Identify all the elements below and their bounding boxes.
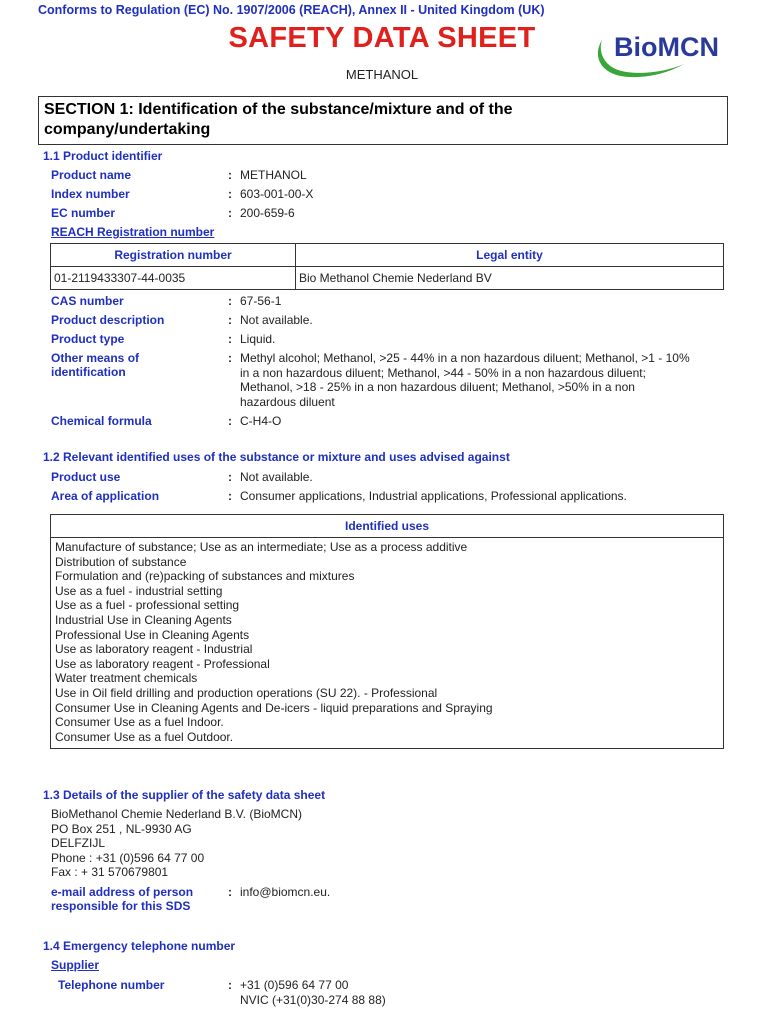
legal-entity-cell: Bio Methanol Chemie Nederland BV	[296, 267, 724, 290]
section-1-heading-line1: SECTION 1: Identification of the substance/mixture and of the	[44, 101, 513, 118]
product-name-value: METHANOL	[240, 168, 307, 182]
colon: :	[228, 489, 232, 503]
telephone-number-value	[240, 978, 386, 1007]
colon: :	[228, 313, 232, 327]
identified-uses-header: Identified uses	[51, 515, 723, 538]
product-description-label: Product description	[51, 313, 165, 327]
email-label-line2: responsible for this SDS	[51, 899, 191, 913]
list-item: Professional Use in Cleaning Agents	[55, 627, 250, 642]
address-line: Phone : +31 (0)596 64 77 00	[51, 850, 205, 865]
reach-registration-table	[50, 243, 724, 290]
other-means-line: in a non hazardous diluent; Methanol, >44 - 50% in a non hazardous diluent;	[240, 365, 646, 380]
subsection-1-2-heading: 1.2 Relevant identified uses of the substance or mixture and uses advised against	[43, 450, 510, 464]
list-item: Use as laboratory reagent - Industrial	[55, 642, 253, 657]
supplier-link[interactable]: Supplier	[51, 958, 100, 972]
list-item: Consumer Use in Cleaning Agents and De-icers - liquid preparations and Spraying	[55, 700, 493, 715]
colon: :	[228, 294, 232, 308]
product-name-label: Product name	[51, 168, 132, 182]
list-item: Manufacture of substance; Use as an intermediate; Use as a process additive	[55, 540, 468, 554]
ec-number-label: EC number	[51, 206, 116, 220]
reach-registration-link[interactable]: REACH Registration number	[51, 225, 215, 239]
other-means-line: hazardous diluent	[240, 394, 335, 409]
telephone-line: +31 (0)596 64 77 00	[240, 978, 349, 992]
legal-entity-header: Legal entity	[296, 244, 724, 267]
colon: :	[228, 168, 232, 182]
product-description-value: Not available.	[240, 313, 313, 327]
address-line: PO Box 251 , NL-9930 AG	[51, 821, 192, 836]
colon: :	[228, 978, 232, 992]
product-use-label: Product use	[51, 470, 121, 484]
list-item: Water treatment chemicals	[55, 671, 198, 686]
list-item: Use as a fuel - professional setting	[55, 598, 240, 613]
address-line: BioMethanol Chemie Nederland B.V. (BioMCN)	[51, 807, 303, 821]
other-means-label-line2: identification	[51, 365, 126, 379]
telephone-line: NVIC (+31(0)30-274 88 88)	[240, 992, 386, 1007]
section-1-heading	[38, 96, 728, 145]
colon: :	[228, 414, 232, 428]
colon: :	[228, 470, 232, 484]
list-item: Use as laboratory reagent - Professional	[55, 656, 270, 671]
product-type-value: Liquid.	[240, 332, 276, 346]
document-title: SAFETY DATA SHEET	[228, 22, 536, 54]
logo-text: BioMCN	[614, 32, 719, 62]
registration-number-header: Registration number	[51, 244, 296, 267]
cas-number-value: 67-56-1	[240, 294, 282, 308]
list-item: Consumer Use as a fuel Outdoor.	[55, 729, 234, 744]
list-item: Use in Oil field drilling and production operations (SU 22). - Professional	[55, 685, 438, 700]
list-item: Distribution of substance	[55, 554, 187, 569]
colon: :	[228, 885, 232, 899]
biomcn-logo	[590, 22, 738, 84]
other-means-label-line1: Other means of	[51, 351, 140, 365]
address-line: DELFZIJL	[51, 836, 106, 850]
product-use-value: Not available.	[240, 470, 313, 484]
other-means-line: Methyl alcohol; Methanol, >25 - 44% in a non hazardous diluent; Methanol, >1 - 10%	[240, 351, 690, 365]
list-item: Consumer Use as a fuel Indoor.	[55, 715, 224, 730]
colon: :	[228, 187, 232, 201]
list-item: Industrial Use in Cleaning Agents	[55, 612, 232, 627]
other-means-label	[51, 351, 139, 379]
list-item: Formulation and (re)packing of substances and mixtures	[55, 569, 355, 584]
email-label-line1: e-mail address of person	[51, 885, 194, 899]
list-item: Use as a fuel - industrial setting	[55, 583, 223, 598]
area-of-application-label: Area of application	[51, 489, 160, 503]
other-means-line: Methanol, >18 - 25% in a non hazardous diluent; Methanol, >50% in a non	[240, 380, 635, 394]
colon: :	[228, 351, 232, 365]
area-of-application-value: Consumer applications, Industrial applications, Professional applications.	[240, 489, 627, 503]
email-label	[51, 885, 193, 913]
subsection-1-4-heading: 1.4 Emergency telephone number	[43, 939, 236, 953]
telephone-number-label: Telephone number	[58, 978, 165, 992]
supplier-address	[51, 807, 302, 880]
other-means-value	[240, 351, 730, 409]
chemical-formula-label: Chemical formula	[51, 414, 152, 428]
colon: :	[228, 332, 232, 346]
colon: :	[228, 206, 232, 220]
section-1-heading-line2: company/undertaking	[44, 121, 211, 138]
cas-number-label: CAS number	[51, 294, 124, 308]
subsection-1-3-heading: 1.3 Details of the supplier of the safety data sheet	[43, 788, 326, 802]
subsection-1-1-heading: 1.1 Product identifier	[43, 149, 163, 163]
index-number-value: 603-001-00-X	[240, 187, 314, 201]
regulation-note: Conforms to Regulation (EC) No. 1907/2006 (REACH), Annex II - United Kingdom (UK)	[38, 3, 545, 17]
email-value[interactable]: info@biomcn.eu.	[240, 885, 331, 899]
address-line: Fax : + 31 570679801	[51, 865, 169, 879]
identified-uses-list	[51, 538, 723, 746]
chemical-formula-value: C-H4-O	[240, 414, 282, 428]
document-subtitle: METHANOL	[345, 67, 419, 82]
registration-number-cell: 01-2119433307-44-0035	[51, 267, 296, 290]
identified-uses-table	[50, 514, 724, 749]
index-number-label: Index number	[51, 187, 130, 201]
product-type-label: Product type	[51, 332, 125, 346]
ec-number-value: 200-659-6	[240, 206, 295, 220]
